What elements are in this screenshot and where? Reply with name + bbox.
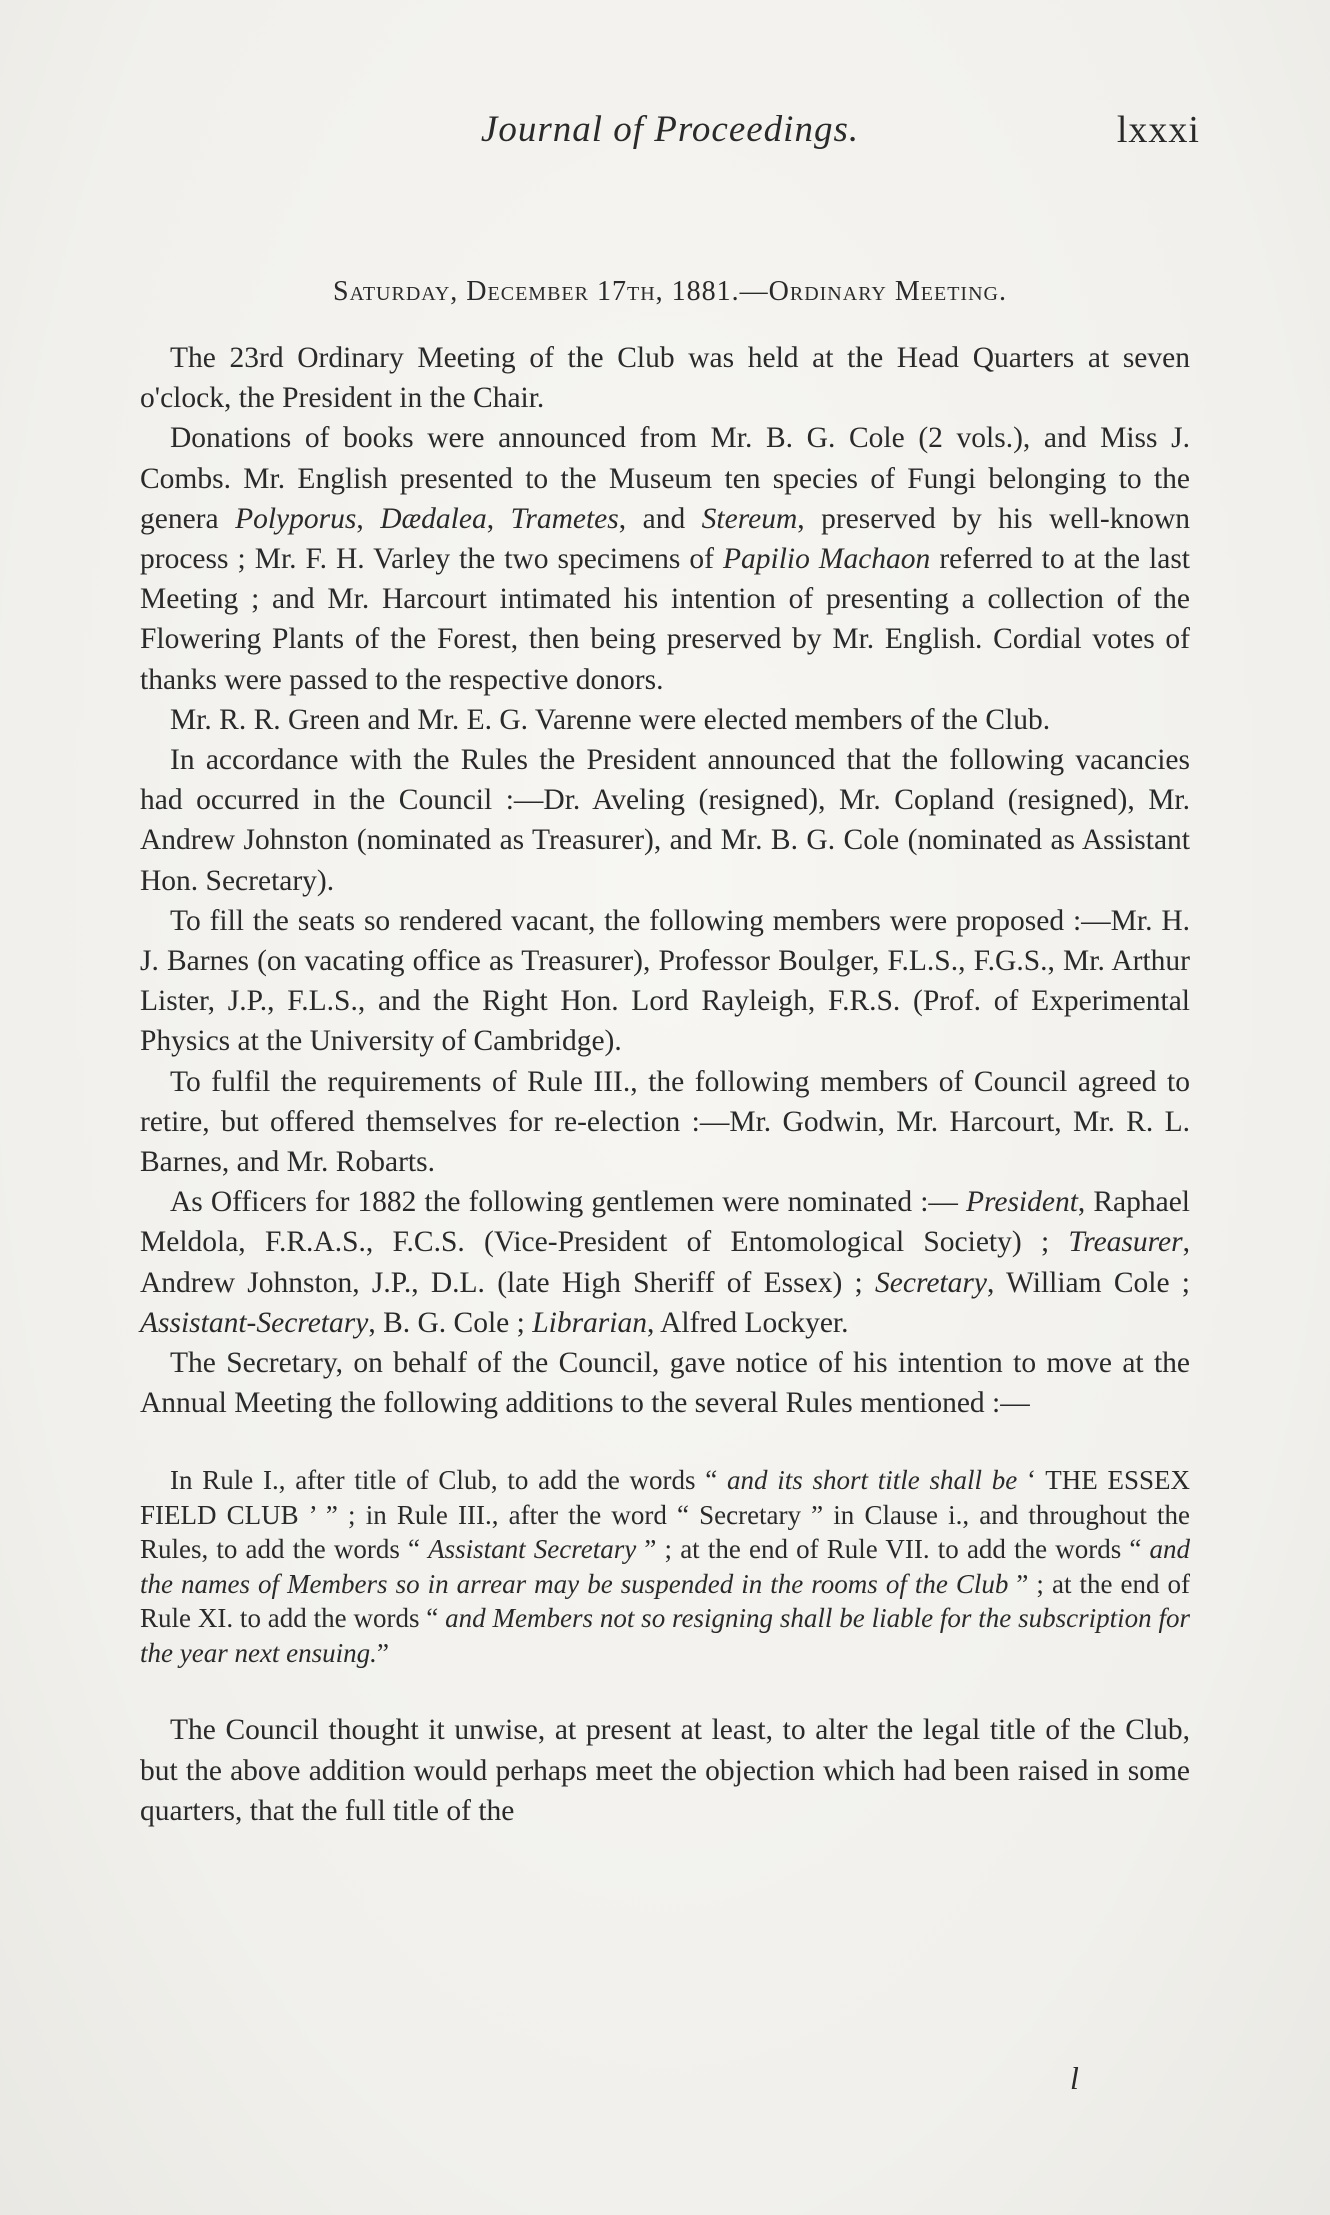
quoted-addition: and Members not so resigning shall be liable for the subscription for the year next ensuing. [140, 1603, 1190, 1668]
signature-mark: l [1070, 2060, 1079, 2096]
paragraph-vacancies: In accordance with the Rules the President announced that the following vacancies had occurred in the Council :—Dr. Aveling (resigned), Mr. Copland (resigned), Mr. Andrew Johnston (nominated as Treasurer), and Mr. B. G. Cole (nominated as Assistant Hon. Secretary). [140, 744, 1190, 897]
paragraph-council-opinion: The Council thought it unwise, at present at least, to alter the legal title of the Club, but the above addition would perhaps meet the objection which had been raised in some quarters, that the full title of the [140, 1714, 1190, 1827]
running-head: Journal of Proceedings. [480, 109, 860, 150]
office-title: Secretary [875, 1266, 987, 1299]
text-run: referred to at the last Meeting ; and Mr. Harcourt intimated his intention of presenting a collection of the Flowering Plants of the Forest, then being preserved by Mr. English. Cordial votes of thanks were passed to the respective donors. [140, 543, 1190, 696]
paragraph-retirements: To fulfil the requirements of Rule III., the following members of Council agreed to retire, but offered themselves for re-election :—Mr. Godwin, Mr. Harcourt, Mr. R. L. Barnes, and Mr. Robarts. [140, 1065, 1190, 1179]
text-run: ” ; at the end of Rule XI. to add the words “ [140, 1568, 1190, 1634]
text-run: , Alfred Lockyer. [646, 1306, 849, 1339]
text-run: , and [618, 502, 702, 535]
paragraph-opening: The 23rd Ordinary Meeting of the Club was held at the Head Quarters at seven o'clock, the President in the Chair. [140, 342, 1190, 415]
paragraph-proposals: To fill the seats so rendered vacant, the following members were proposed :—Mr. H. J. Barnes (on vacating office as Treasurer), Professor Boulger, F.L.S., F.G.S., Mr. Arthur Lister, J.P., F.L.S., and the Right Hon. Lord Rayleigh, F.R.S. (Prof. of Experimental Physics at the University of Cambridge). [140, 904, 1190, 1058]
genus-name: Polyporus [235, 502, 357, 535]
quoted-addition: Assistant Secretary [428, 1534, 637, 1565]
text-run: ‘ THE ESSEX FIELD CLUB ’ ” ; in Rule III., after the word “ Secretary ” in Clause i., and throughout the Rules, to add the words “ [140, 1465, 1190, 1565]
paragraph-donations [140, 418, 1190, 699]
paragraph-officers [140, 1182, 1190, 1343]
page-number: lxxxi [1116, 109, 1200, 151]
text-run: , [356, 502, 381, 535]
text-run: , William Cole ; [986, 1266, 1190, 1299]
paragraph-elections: Mr. R. R. Green and Mr. E. G. Varenne were elected members of the Club. [170, 703, 1051, 736]
page-header [140, 108, 1200, 168]
office-title: Assistant-Secretary [140, 1306, 369, 1339]
text-run: , B. G. Cole ; [368, 1306, 533, 1339]
text-run: ” ; at the end of Rule VII. to add the words “ [636, 1534, 1150, 1565]
quoted-addition: and its short title shall be [727, 1465, 1018, 1496]
text-run: Donations of books were announced from Mr. B. G. Cole (2 vols.), and Miss J. Combs. Mr. English presented to the Museum ten species of Fungi belonging to the genera [140, 422, 1190, 535]
office-title: President [965, 1186, 1078, 1219]
text-run: , Andrew Johnston, J.P., D.L. (late High Sheriff of Essex) ; [140, 1226, 1190, 1299]
quoted-addition: and the names of Members so in arrear may be suspended in the rooms of the Club [140, 1534, 1191, 1599]
genus-name: Dædalea [380, 502, 487, 535]
text-run: As Officers for 1882 the following gentlemen were nominated :— [170, 1186, 966, 1219]
genus-name: Stereum [701, 502, 798, 535]
body-text [140, 338, 1190, 1831]
office-title: Librarian [532, 1306, 647, 1339]
paragraph-notice: The Secretary, on behalf of the Council, gave notice of his intention to move at the Annual Meeting the following additions to the several Rules mentioned :— [140, 1347, 1190, 1420]
text-run: , Raphael Meldola, F.R.A.S., F.C.S. (Vice-President of Entomological Society) ; [140, 1186, 1190, 1259]
paragraph-rule-additions [140, 1463, 1190, 1670]
meeting-heading: Saturday, December 17th, 1881.—Ordinary Meeting. [333, 276, 1007, 307]
text-run: ” [376, 1637, 389, 1668]
text-run: In Rule I., after title of Club, to add the words “ [170, 1465, 728, 1496]
genus-name: Trametes [510, 502, 619, 535]
office-title: Treasurer [1068, 1226, 1183, 1259]
text-run: , [486, 502, 511, 535]
text-run: , preserved by his well-known process ; Mr. F. H. Varley the two specimens of [140, 502, 1190, 576]
species-name: Papilio Machaon [723, 543, 931, 576]
